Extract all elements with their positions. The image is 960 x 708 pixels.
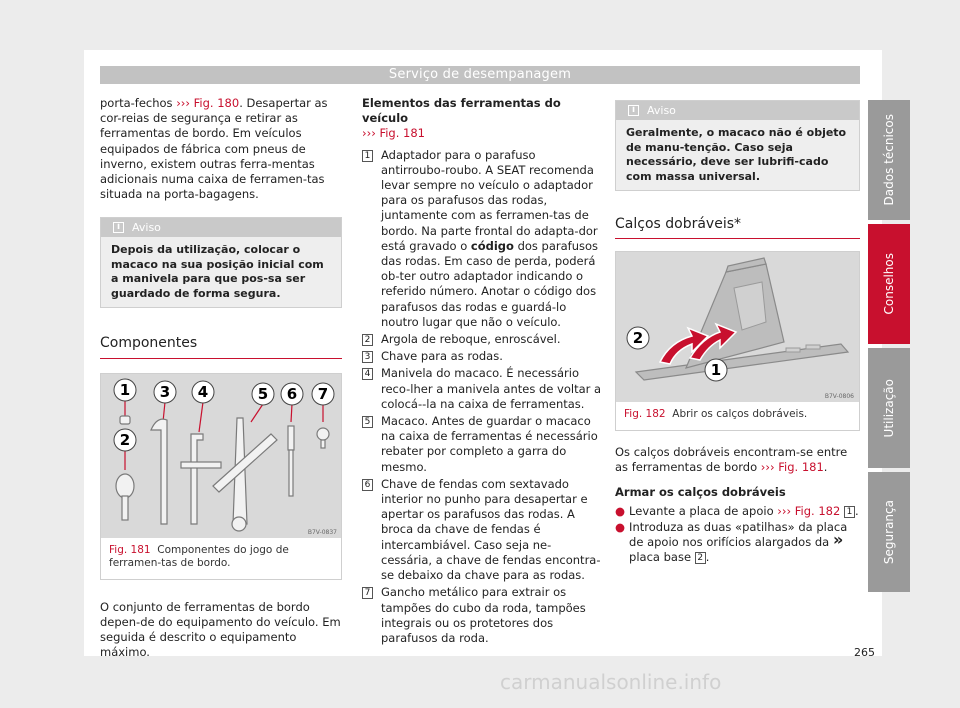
figure-caption: Fig. 182 Abrir os calços dobráveis. [624,408,808,421]
tool-list-item [362,349,602,364]
tab-dados-tecnicos[interactable]: Dados técnicos [868,100,910,220]
calcos-subheading: Armar os calços dobráveis [615,485,786,500]
figure-caption: Fig. 181 Componentes do jogo de ferramen-tas de bordo. [109,543,289,570]
fig-181-link[interactable]: ››› Fig. 181 [760,459,824,474]
aviso-label: Aviso [647,104,676,117]
callout-2: 2 [632,329,644,348]
section-title-calcos: Calços dobráveis* [615,217,860,239]
tool-list-item [362,585,602,646]
info-icon: i [113,222,124,233]
page-number: 265 [854,646,875,659]
item-number: 3 [362,351,373,363]
calcos-paragraph: Os calços dobráveis encontram-se entre as ferramentas de bordo ››› Fig. 181. [615,444,848,474]
tool-list-item [362,148,602,330]
outro-paragraph: O conjunto de ferramentas de bordo depen-de do equipamento do veículo. Em seguida é descrito o equipamento máximo. [100,599,341,660]
item-number: 7 [362,587,373,599]
tool-list-item [362,477,602,583]
tab-utilizacao[interactable]: Utilização [868,348,910,468]
callout-6: 6 [286,384,298,403]
item-number: 1 [362,150,373,162]
tool-list [362,148,602,647]
aviso-label: Aviso [132,221,161,235]
item-number: 6 [362,479,373,491]
column-left [100,96,342,660]
tab-conselhos[interactable]: Conselhos [868,224,910,344]
callout-5: 5 [257,384,269,403]
item-text: Argola de reboque, enroscável. [381,332,561,347]
info-icon: i [628,105,639,116]
item-text: Chave de fendas com sextavado interior no punho para desapertar e apertar os parafusos das rodas. A broca da chave de fendas é intercambiável. Caso seja ne-cessária, a chave de fendas encontra-se debaixo da chave para as rodas. [381,476,601,583]
callout-3: 3 [159,382,171,401]
fig-182-link[interactable]: ››› Fig. 182 [777,504,841,519]
bullet-item: ● Levante a placa de apoio ››› Fig. 182 1 . [615,504,859,519]
callout-1: 1 [119,380,131,399]
figure-code: B7V-0806 [824,393,854,401]
fig-180-link[interactable]: ››› Fig. 180 [176,96,240,110]
bullet-item: ● Introduza as duas «patilhas» da placa de apoio nos orifícios alargados da placa base 2 . [615,519,848,564]
tool-list-item [362,414,602,475]
aviso-box [100,217,342,308]
figure-code: B7V-0837 [307,528,337,536]
column-middle [362,96,602,646]
figure-181 [100,373,342,580]
elements-title: Elementos das ferramentas do veículo [362,96,561,126]
item-number: 2 [362,334,373,346]
item-text: Chave para as rodas. [381,349,503,364]
intro-paragraph: porta-fechos ››› Fig. 180. Desapertar as cor-reias de segurança e retirar as ferramentas de bordo. Em veículos equipados de fábrica com pneus de inverno, existem outras ferra-mentas adicionais numa caixa de ferramen-tas situada na porta-bagagens. [100,96,328,202]
callout-4: 4 [197,382,209,401]
page-header: Serviço de desempanagem [100,66,860,84]
figure-182 [615,251,860,431]
callout-2: 2 [119,430,131,449]
callout-7: 7 [317,384,329,403]
tab-seguranca[interactable]: Segurança [868,472,910,592]
chocks-illustration [616,252,859,402]
item-number: 4 [362,368,373,380]
aviso-text: Geralmente, o macaco não é objeto de manu-tenção. Caso seja necessário, deve ser lubrifi-cado com massa universal. [616,120,859,190]
tools-illustration [101,374,341,538]
item-text: Adaptador para o parafuso antirroubo-roubo. A SEAT recomenda levar sempre no veículo o adaptador para os parafusos das rodas, juntamente com as ferramen-tas de bordo. Na parte frontal do adapta-dor está gravado o código dos parafusos das rodas. Em caso de perda, poderá ob-ter outro adaptador indicando o referido número. Anotar o código dos parafusos das rodas e guardá-lo noutro lugar que não o veículo. [381,147,599,329]
aviso-text: Depois da utilização, colocar o macaco na sua posição inicial com a manivela para que pos-sa ser guardado de forma segura. [101,237,341,307]
section-title-componentes: Componentes [100,336,342,358]
continue-arrow-icon: » [833,530,844,549]
aviso-box-2 [615,100,860,191]
item-number: 5 [362,416,373,428]
item-text: Macaco. Antes de guardar o macaco na caixa de ferramentas é necessário rebater por completo a garra do mesmo. [381,414,598,474]
callout-1: 1 [710,361,722,380]
chocks-drawing [616,252,859,402]
bullet-dot: ● [615,519,626,534]
item-text: Manivela do macaco. É necessário reco-lher a manivela antes de voltar a colocá--la na caixa de ferramentas. [381,366,602,411]
fig-181-link[interactable]: ››› Fig. 181 [362,126,425,141]
column-right [615,96,860,565]
tool-list-item [362,366,602,412]
item-text: Gancho metálico para extrair os tampões do cubo da roda, tampões integrais ou os protetores dos parafusos da roda. [381,585,586,645]
tool-list-item [362,332,602,347]
tools-drawing [101,374,341,538]
bullet-dot: ● [615,504,626,519]
watermark-text: carmanualsonline.info [500,670,722,694]
